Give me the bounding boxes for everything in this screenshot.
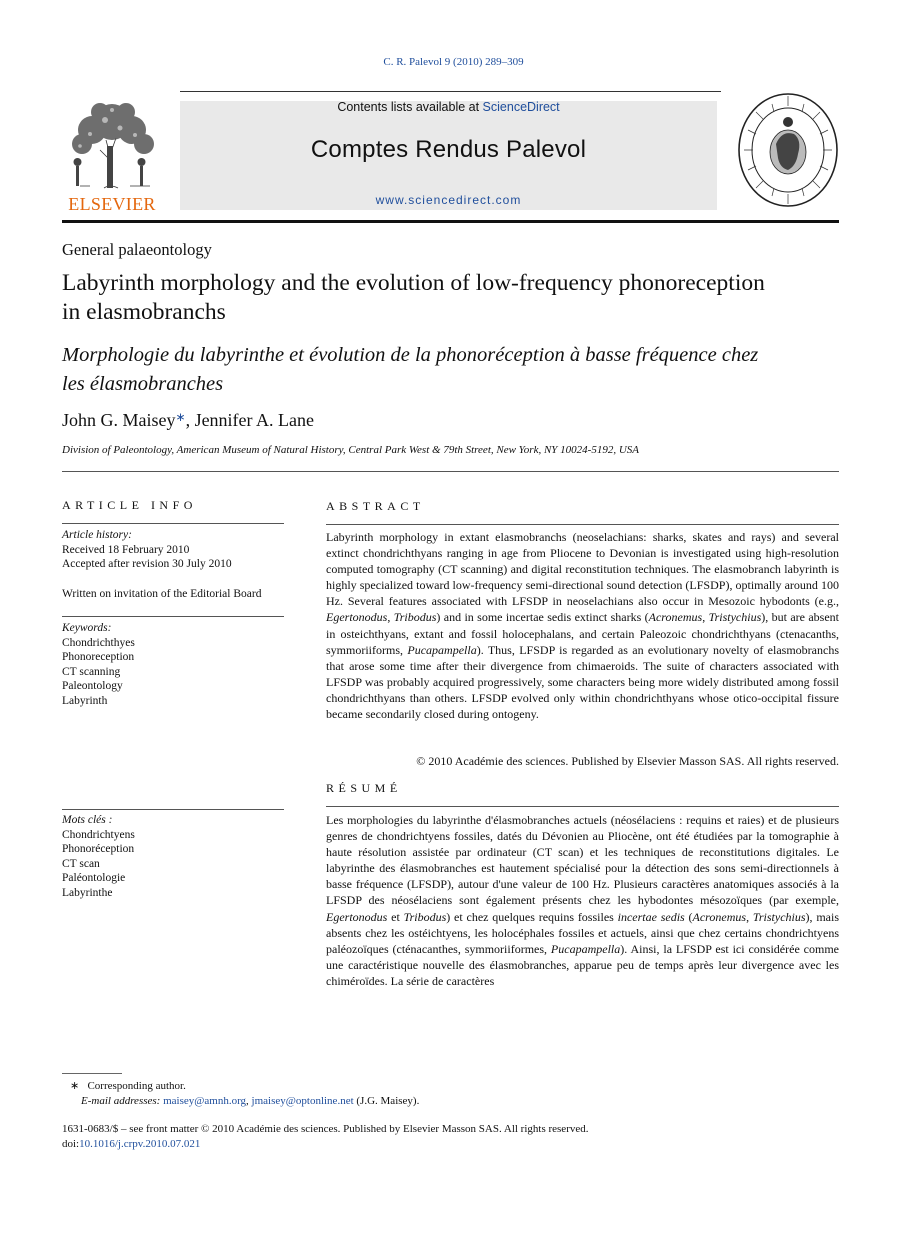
email-label: E-mail addresses: bbox=[81, 1095, 161, 1107]
article-title-french: Morphologie du labyrinthe et évolution de la phonoréception à basse fréquence chez les élasmobranches bbox=[62, 344, 759, 395]
journal-name: Comptes Rendus Palevol bbox=[310, 136, 587, 163]
doi-line bbox=[62, 1137, 589, 1152]
resume-rule bbox=[326, 806, 839, 807]
accepted-date: Accepted after revision 30 July 2010 bbox=[62, 558, 232, 570]
keyword-item: Labyrinth bbox=[62, 694, 108, 707]
academie-seal bbox=[736, 92, 840, 210]
keyword-item: Paleontology bbox=[62, 680, 123, 692]
footnote bbox=[62, 1079, 419, 1109]
journal-url-link[interactable]: www.sciencedirect.com bbox=[375, 193, 522, 207]
heading-divider bbox=[62, 471, 839, 472]
mot-cle-item: Phonoréception bbox=[62, 843, 135, 855]
mot-cle-item: Chondrichtyens bbox=[62, 828, 135, 841]
mots-cles-label: Mots clés : bbox=[62, 814, 113, 826]
author-separator: , bbox=[185, 410, 195, 430]
corresponding-author-mark[interactable]: ∗ bbox=[175, 410, 186, 424]
keyword-item: Phonoreception bbox=[62, 651, 135, 663]
abstract-heading: ABSTRACT bbox=[326, 499, 425, 513]
doi-link[interactable]: 10.1016/j.crpv.2010.07.021 bbox=[79, 1138, 201, 1150]
received-date: Received 18 February 2010 bbox=[62, 543, 190, 556]
academie-seal-icon bbox=[736, 92, 840, 210]
author-affiliation: Division of Paleontology, American Museum of Natural History, Central Park West & 79th Street, New York, NY 10024-5192, USA bbox=[62, 444, 639, 456]
mots-cles-block bbox=[62, 813, 284, 900]
resume-heading: RÉSUMÉ bbox=[326, 781, 402, 795]
contents-availability bbox=[180, 100, 717, 114]
email-link-amnh[interactable]: maisey@amnh.org bbox=[163, 1095, 247, 1107]
abstract-rule bbox=[326, 524, 839, 525]
mot-cle-item: CT scan bbox=[62, 857, 100, 870]
corresponding-note bbox=[62, 1079, 419, 1094]
keywords-block bbox=[62, 621, 284, 708]
article-title-english: Labyrinth morphology and the evolution of low-frequency phonoreception in elasmobranchs bbox=[62, 270, 765, 325]
resume-body: Les morphologies du labyrinthe d'élasmobranches actuels (néosélaciens : requins et raies) et de plusieurs genres de chondrichtyens fossiles, datés du Dévonien au Pliocène, ont été étudiées par la tomographie à haute résolution assistée par ordinateur (CT scan) et les techniques de reconstitutions digitales. Le labyrinthe des élasmobranches est hautement spécialisé pour la détection des sons semi-directionnels à basse fréquence (LFSDP), autour d'une valeur de 100 Hz. Plusieurs caractères anatomiques associés à la LFSDP des néosélaciens sont également présents chez les hybodontes mésozoïques (par exemple, Egertonodus et Tribodus) et chez quelques requins fossiles incertae sedis (Acronemus, Tristychius), mais absents chez les ostéichtyens, les holocéphales fossiles et actuels, ainsi que chez certains chondrichtyens paléozoïques (cténacanthes, symmoriiformes, Pucapampella). Ainsi, la LFSDP est ici considérée comme une caractéristique nouvelle des élasmobranches, apparue peu de temps après leur divergence avec les chiméroïdes. La série de caractères bbox=[326, 813, 839, 988]
front-matter-footer bbox=[62, 1122, 589, 1152]
keywords-rule bbox=[62, 616, 284, 617]
article-info-rule bbox=[62, 523, 284, 524]
journal-citation[interactable]: C. R. Palevol 9 (2010) 289–309 bbox=[383, 56, 524, 68]
issn-line: 1631-0683/$ – see front matter © 2010 Académie des sciences. Published by Elsevier Masson SAS. All rights reserved. bbox=[62, 1123, 589, 1135]
author-lane[interactable]: Jennifer A. Lane bbox=[194, 410, 315, 430]
keyword-item: Chondrichthyes bbox=[62, 636, 135, 649]
mot-cle-item: Labyrinthe bbox=[62, 886, 113, 899]
email-suffix: (J.G. Maisey). bbox=[353, 1095, 420, 1107]
sciencedirect-link[interactable]: ScienceDirect bbox=[482, 100, 560, 114]
invitation-note: Written on invitation of the Editorial Board bbox=[62, 587, 262, 600]
corresponding-label: Corresponding author. bbox=[87, 1080, 186, 1092]
doi-prefix: doi: bbox=[62, 1138, 80, 1150]
email-separator: , bbox=[246, 1095, 252, 1107]
keywords-label: Keywords: bbox=[62, 622, 112, 634]
footnote-mark: ∗ bbox=[70, 1080, 80, 1092]
email-line bbox=[62, 1094, 419, 1109]
contents-prefix: Contents lists available at bbox=[337, 100, 483, 114]
keyword-item: CT scanning bbox=[62, 665, 121, 678]
abstract-copyright: © 2010 Académie des sciences. Published by Elsevier Masson SAS. All rights reserved. bbox=[416, 754, 839, 768]
footnote-rule bbox=[62, 1073, 122, 1074]
abstract-body: Labyrinth morphology in extant elasmobranchs (neoselachians: sharks, skates and rays) and several extinct chondrichthyans ranging in age from Pliocene to Devonian is investigated using high-resolution computed tomography (CT scanning) and digital reconstitution techniques. The elasmobranch labyrinth is highly specialized toward low-frequency semi-directional sound detection (LFSDP), optimally around 100 Hz. Several features associated with LFSDP in neoselachians also occur in Mesozoic hybodonts (e.g., Egertonodus, Tribodus) and in some incertae sedis extinct sharks (Acronemus, Tristychius), but are absent in osteichthyans, extant and fossil holocephalans, and certain Paleozoic chondrichthyans (ctenacanths, symmoriiforms, Pucapampella). Thus, LFSDP is regarded as an evolutionary novelty of elasmobranchs that arose some time after their divergence from chimaeroids. The suite of characters associated with LFSDP was probably acquired progressively, some characters being more widely distributed among fossil chondrichthyans than others. LFSDP evolved only within chondrichthyans whose otico-occipital fissure became secondarily closed during ontogeny. bbox=[326, 530, 839, 722]
masthead-top-rule bbox=[180, 91, 721, 92]
article-info-heading: ARTICLE INFO bbox=[62, 498, 197, 512]
elsevier-tree-icon bbox=[60, 100, 164, 192]
elsevier-logo bbox=[60, 100, 164, 212]
article-section: General palaeontology bbox=[62, 240, 212, 259]
history-label: Article history: bbox=[62, 529, 132, 541]
mot-cle-item: Paléontologie bbox=[62, 872, 126, 884]
author-list bbox=[62, 410, 314, 431]
email-link-optonline[interactable]: jmaisey@optonline.net bbox=[251, 1095, 354, 1107]
author-maisey[interactable]: John G. Maisey bbox=[62, 410, 176, 430]
masthead-bottom-rule bbox=[62, 220, 839, 223]
article-history bbox=[62, 528, 284, 601]
elsevier-wordmark: ELSEVIER bbox=[68, 194, 156, 214]
mots-cles-rule bbox=[62, 809, 284, 810]
